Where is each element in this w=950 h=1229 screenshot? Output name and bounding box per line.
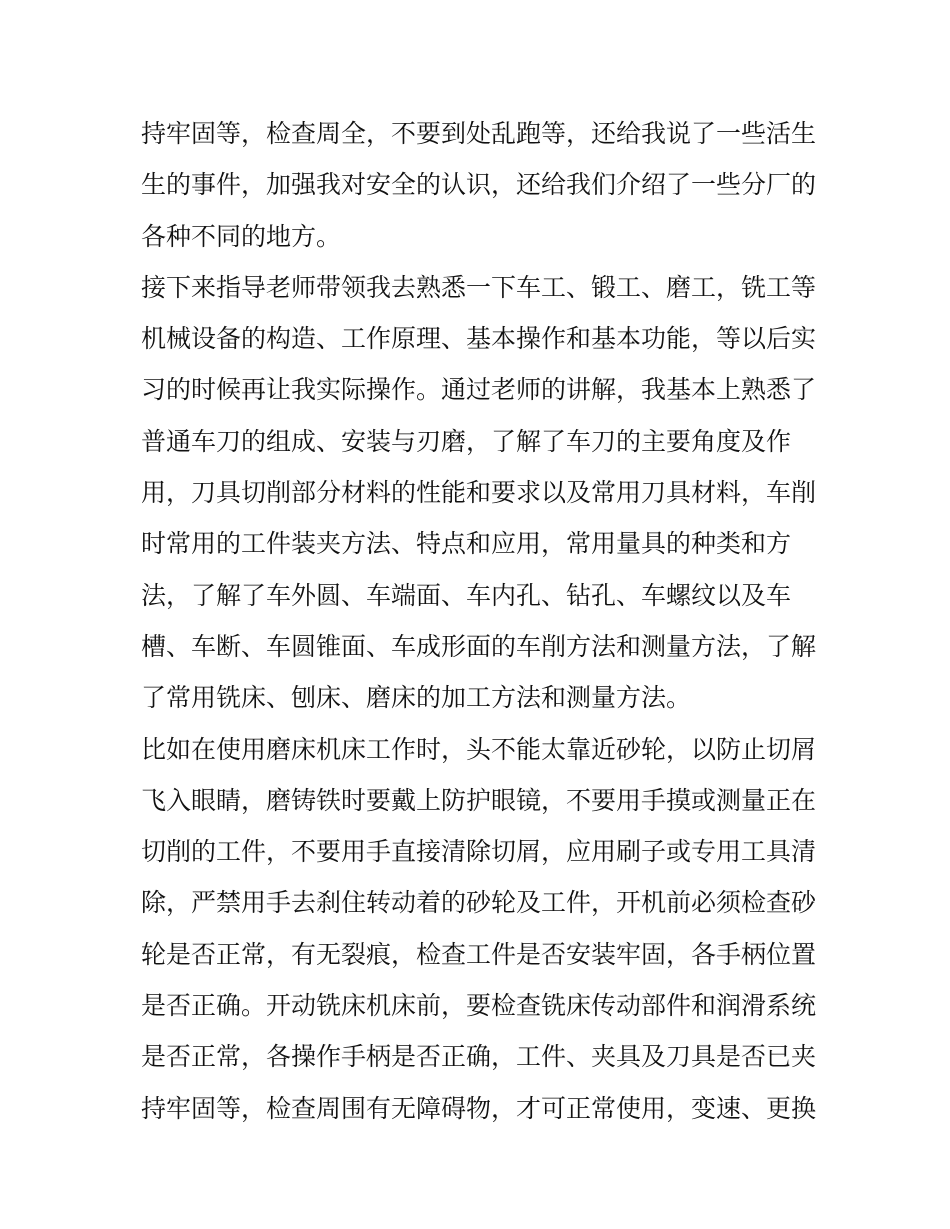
text-line: 时常用的工件装夹方法、特点和应用，常用量具的种类和方	[141, 529, 792, 559]
text-line: 习的时候再让我实际操作。通过老师的讲解，我基本上熟悉了	[141, 375, 817, 405]
body-text	[141, 108, 821, 1134]
text-line: 接下来指导老师带领我去熟悉一下车工、锻工、磨工，铣工等	[141, 272, 817, 302]
text-line: 切削的工件，不要用手直接清除切屑，应用刷子或专用工具清	[141, 837, 817, 867]
text-line: 普通车刀的组成、安装与刃磨，了解了车刀的主要角度及作	[141, 426, 792, 456]
text-line: 持牢固等，检查周全，不要到处乱跑等，还给我说了一些活生	[141, 119, 817, 148]
text-line: 持牢固等，检查周围有无障碍物，才可正常使用，变速、更换	[141, 1093, 817, 1123]
text-line: 用，刀具切削部分材料的性能和要求以及常用刀具材料，车削	[141, 478, 817, 508]
text-line: 了常用铣床、刨床、磨床的加工方法和测量方法。	[141, 683, 692, 713]
text-line: 除，严禁用手去刹住转动着的砂轮及工件，开机前必须检查砂	[141, 888, 817, 918]
text-line: 飞入眼睛，磨铸铁时要戴上防护眼镜，不要用手摸或测量正在	[141, 785, 817, 815]
text-line: 是否正确。开动铣床机床前，要检查铣床传动部件和润滑系统	[141, 991, 817, 1021]
text-line: 各种不同的地方。	[141, 221, 342, 251]
text-line: 机械设备的构造、工作原理、基本操作和基本功能，等以后实	[141, 324, 817, 354]
text-line: 轮是否正常，有无裂痕，检查工件是否安装牢固，各手柄位置	[141, 939, 817, 969]
text-line: 槽、车断、车圆锥面、车成形面的车削方法和测量方法，了解	[141, 631, 817, 661]
text-line: 是否正常，各操作手柄是否正确，工件、夹具及刀具是否已夹	[141, 1042, 817, 1072]
text-line: 比如在使用磨床机床工作时，头不能太靠近砂轮，以防止切屑	[141, 734, 817, 764]
text-line: 法，了解了车外圆、车端面、车内孔、钻孔、车螺纹以及车	[141, 580, 792, 610]
text-line: 生的事件，加强我对安全的认识，还给我们介绍了一些分厂的	[141, 170, 817, 200]
